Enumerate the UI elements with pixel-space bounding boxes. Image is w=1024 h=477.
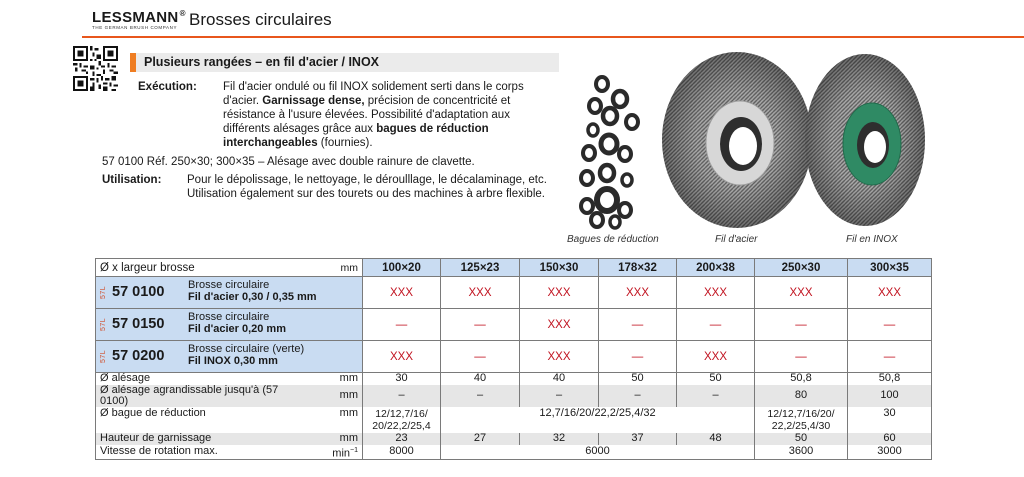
header-size: 200×38 bbox=[677, 259, 755, 277]
spec-value: 50,8 bbox=[755, 373, 848, 385]
product-name: Brosse circulaire Fil d'acier 0,30 / 0,35 mm bbox=[188, 279, 317, 303]
brand-logo bbox=[92, 9, 186, 30]
availability-cell: — bbox=[599, 341, 677, 373]
header-divider bbox=[82, 36, 1024, 38]
header-size-label: Ø x largeur brosse bbox=[96, 259, 302, 277]
spec-value: 40 bbox=[441, 373, 520, 385]
spec-value: 3600 bbox=[755, 445, 848, 460]
spec-value: 50,8 bbox=[848, 373, 932, 385]
spec-value: 50 bbox=[755, 433, 848, 445]
spec-value: 37 bbox=[599, 433, 677, 445]
product-name: Brosse circulaire (verte) Fil INOX 0,30 mm bbox=[188, 343, 305, 367]
availability-cell: XXX bbox=[363, 277, 441, 309]
product-prefix: 57L bbox=[100, 285, 107, 299]
spec-row-bore-ext bbox=[96, 385, 932, 407]
section-title-bar bbox=[130, 53, 559, 72]
product-prefix: 57L bbox=[100, 317, 107, 331]
page-title: Brosses circulaires bbox=[189, 10, 332, 29]
availability-cell: XXX bbox=[520, 341, 599, 373]
availability-cell: XXX bbox=[755, 277, 848, 309]
execution-text: Fil d'acier ondulé ou fil INOX solidement serti dans le corps d'acier. Garnissage dense, précision de concentricité et résistance à l'usure élevées. Possibilité d'adaptation aux différents alésages grâce aux bagues de réduction interchangeables (fournies). bbox=[223, 81, 524, 149]
execution-label: Exécution: bbox=[138, 81, 197, 93]
spec-value: – bbox=[599, 385, 677, 407]
spec-unit: mm bbox=[302, 407, 363, 433]
availability-cell: XXX bbox=[599, 277, 677, 309]
brand-mark: ® bbox=[179, 9, 186, 18]
product-number: 57 0200 bbox=[112, 348, 165, 364]
availability-cell: XXX bbox=[363, 341, 441, 373]
product-cell bbox=[96, 341, 363, 373]
spec-value: 8000 bbox=[363, 445, 441, 460]
spec-value: 23 bbox=[363, 433, 441, 445]
table-row bbox=[96, 309, 932, 341]
availability-cell: — bbox=[363, 309, 441, 341]
spec-value: 50 bbox=[599, 373, 677, 385]
spec-row-speed bbox=[96, 445, 932, 460]
header-size: 125×23 bbox=[441, 259, 520, 277]
page-header bbox=[0, 0, 1024, 38]
availability-cell: — bbox=[848, 341, 932, 373]
availability-cell: XXX bbox=[520, 309, 599, 341]
spec-value: 3000 bbox=[848, 445, 932, 460]
spec-value: – bbox=[677, 385, 755, 407]
utilisation-text: Pour le dépolissage, le nettoyage, le déroulllage, le décalaminage, etc. Utilisation également sur des tourets ou des machines à arbre flexible. bbox=[187, 174, 547, 200]
spec-value: 30 bbox=[363, 373, 441, 385]
spec-row-ring bbox=[96, 407, 932, 433]
caption-rings: Bagues de réduction bbox=[567, 234, 659, 245]
steel-wire-brush-image bbox=[662, 52, 812, 228]
spec-value: 80 bbox=[755, 385, 848, 407]
availability-cell: XXX bbox=[520, 277, 599, 309]
inox-wire-brush-image bbox=[805, 54, 925, 226]
header-size-unit: mm bbox=[302, 259, 363, 277]
spec-unit: mm bbox=[302, 433, 363, 445]
availability-cell: XXX bbox=[848, 277, 932, 309]
availability-cell: XXX bbox=[677, 341, 755, 373]
spec-value: – bbox=[363, 385, 441, 407]
section-title: Plusieurs rangées – en fil d'acier / INOX bbox=[144, 55, 380, 69]
spec-value: 6000 bbox=[441, 445, 755, 460]
reference-note: 57 0100 Réf. 250×30; 300×35 – Alésage avec double rainure de clavette. bbox=[102, 156, 475, 168]
availability-cell: — bbox=[755, 341, 848, 373]
spec-value: 100 bbox=[848, 385, 932, 407]
availability-cell: XXX bbox=[441, 277, 520, 309]
table-header-row bbox=[96, 259, 932, 277]
spec-unit: mm bbox=[302, 385, 363, 407]
header-size: 300×35 bbox=[848, 259, 932, 277]
table-row bbox=[96, 277, 932, 309]
spec-value: 50 bbox=[677, 373, 755, 385]
header-size: 250×30 bbox=[755, 259, 848, 277]
section-accent bbox=[130, 53, 136, 72]
availability-cell: — bbox=[441, 341, 520, 373]
product-prefix: 57L bbox=[100, 349, 107, 363]
product-name: Brosse circulaire Fil d'acier 0,20 mm bbox=[188, 311, 286, 335]
spec-value: 12/12,7/16/20/ 22,2/25,4/30 bbox=[755, 407, 848, 433]
spec-value: 12/12,7/16/ 20/22,2/25,4 bbox=[363, 407, 441, 433]
spec-value: – bbox=[441, 385, 520, 407]
availability-cell: — bbox=[599, 309, 677, 341]
spec-value: 48 bbox=[677, 433, 755, 445]
spec-unit: mm bbox=[302, 373, 363, 385]
spec-value: 12,7/16/20/22,2/25,4/32 bbox=[441, 407, 755, 433]
availability-cell: — bbox=[441, 309, 520, 341]
spec-value: 32 bbox=[520, 433, 599, 445]
spec-value: 60 bbox=[848, 433, 932, 445]
product-images bbox=[565, 48, 925, 248]
availability-cell: — bbox=[755, 309, 848, 341]
product-number: 57 0150 bbox=[112, 316, 165, 332]
product-number: 57 0100 bbox=[112, 284, 165, 300]
spec-value: 40 bbox=[520, 373, 599, 385]
header-size: 100×20 bbox=[363, 259, 441, 277]
spec-value: 27 bbox=[441, 433, 520, 445]
spec-unit: $\min^{-1}$ bbox=[302, 445, 363, 460]
spec-row-bore bbox=[96, 373, 932, 385]
product-table bbox=[95, 258, 932, 460]
brand-tagline: THE GERMAN BRUSH COMPANY bbox=[92, 25, 178, 30]
availability-cell: XXX bbox=[677, 277, 755, 309]
spec-label: Vitesse de rotation max. bbox=[96, 445, 302, 460]
utilisation-label: Utilisation: bbox=[102, 174, 162, 186]
spec-label: Hauteur de garnissage bbox=[96, 433, 302, 445]
spec-label: Ø alésage bbox=[96, 373, 302, 385]
spec-label: Ø alésage agrandissable jusqu'à (57 0100) bbox=[96, 385, 302, 407]
brand-name: LESSMANN bbox=[92, 9, 179, 26]
spec-row-height bbox=[96, 433, 932, 445]
header-size: 178×32 bbox=[599, 259, 677, 277]
caption-inox: Fil en INOX bbox=[846, 234, 898, 245]
spec-value: 30 bbox=[848, 407, 932, 433]
reduction-rings-image bbox=[581, 77, 638, 228]
availability-cell: — bbox=[677, 309, 755, 341]
product-cell bbox=[96, 277, 363, 309]
header-size: 150×30 bbox=[520, 259, 599, 277]
qr-code-icon bbox=[73, 46, 118, 91]
caption-steel: Fil d'acier bbox=[715, 234, 758, 245]
availability-cell: — bbox=[848, 309, 932, 341]
product-cell bbox=[96, 309, 363, 341]
spec-label: Ø bague de réduction bbox=[96, 407, 302, 433]
spec-value: – bbox=[520, 385, 599, 407]
table-row bbox=[96, 341, 932, 373]
